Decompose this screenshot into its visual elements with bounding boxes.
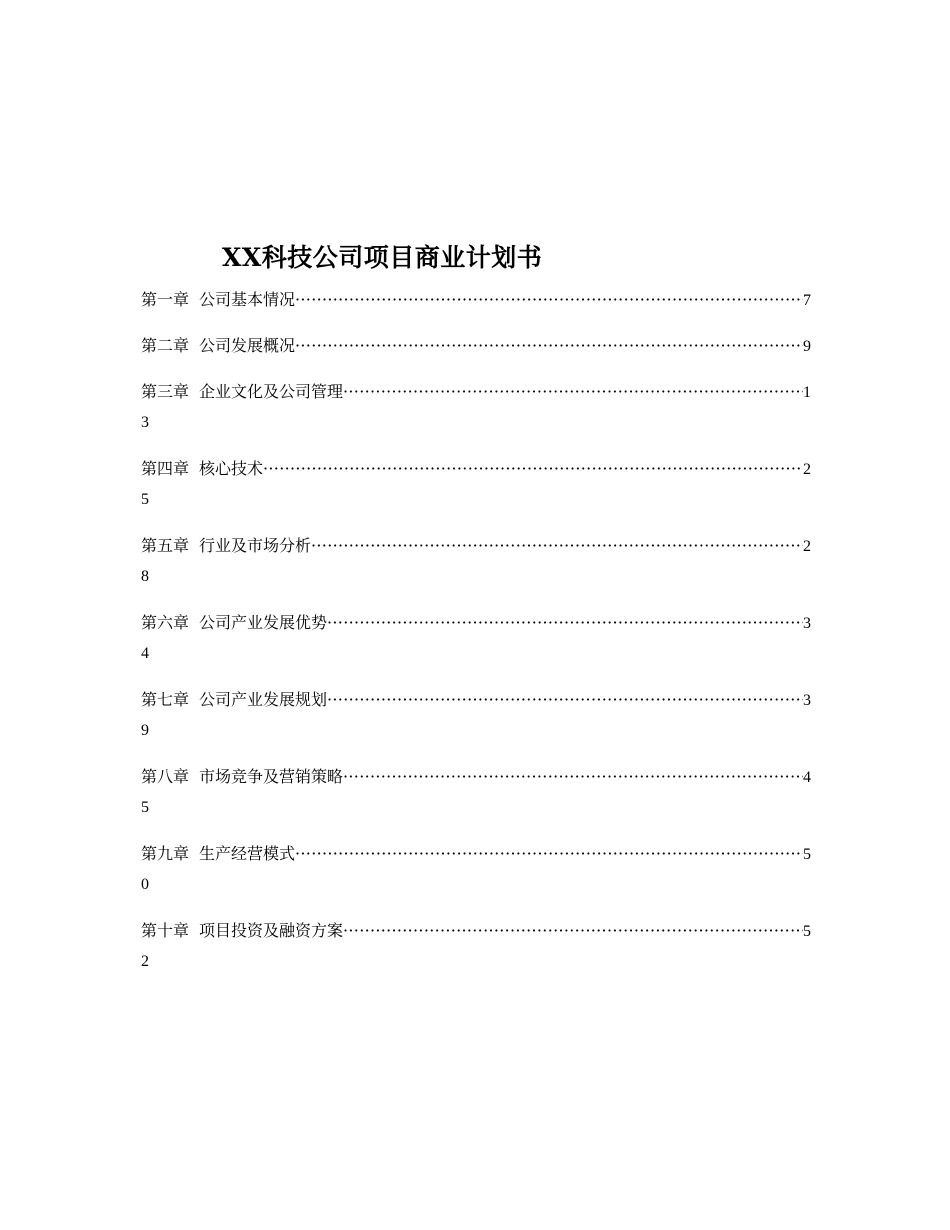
toc-page-number-wrapped-digit: 5	[141, 491, 149, 508]
toc-dot-leader	[343, 915, 803, 946]
toc-page-number-wrapped-digit: 9	[141, 722, 149, 739]
toc-chapter-number: 第一章	[141, 290, 190, 309]
toc-page-number-wrapped-digit: 5	[141, 799, 149, 816]
toc-dot-leader	[343, 761, 803, 792]
toc-page-number-wrapped-digit: 2	[141, 953, 149, 970]
toc-page-number-first-digit: 5	[803, 846, 811, 863]
toc-dot-leader	[343, 376, 803, 407]
toc-dot-leader	[295, 330, 803, 361]
toc-dot-leader	[327, 684, 803, 715]
toc-line	[141, 684, 811, 715]
toc-dot-leader	[327, 607, 803, 638]
toc-entry-chapter-6[interactable]	[141, 607, 811, 684]
toc-entry-chapter-4[interactable]	[141, 453, 811, 530]
toc-chapter-title: 市场竞争及营销策略	[199, 767, 344, 786]
toc-chapter-number: 第三章	[141, 382, 190, 401]
toc-page-number-wrapped-digit: 4	[141, 645, 149, 662]
toc-chapter-number: 第十章	[141, 921, 190, 940]
toc-entry-chapter-5[interactable]	[141, 530, 811, 607]
toc-chapter-title: 公司基本情况	[199, 290, 296, 309]
toc-chapter-number: 第六章	[141, 613, 190, 632]
toc-dot-leader	[295, 838, 803, 869]
toc-line	[141, 607, 811, 638]
toc-line	[141, 838, 811, 869]
toc-chapter-title: 公司发展概况	[199, 336, 296, 355]
toc-chapter-number: 第八章	[141, 767, 190, 786]
toc-line	[141, 330, 811, 361]
toc-page-number-first-digit: 3	[803, 615, 811, 632]
toc-line	[141, 761, 811, 792]
toc-page-number-wrapped-digit: 8	[141, 568, 149, 585]
toc-chapter-number: 第四章	[141, 459, 190, 478]
document-title: XX科技公司项目商业计划书	[222, 243, 543, 272]
toc-chapter-number: 第九章	[141, 844, 190, 863]
toc-chapter-title: 企业文化及公司管理	[199, 382, 344, 401]
toc-page-number-first-digit: 1	[803, 384, 811, 401]
toc-entry-chapter-1[interactable]	[141, 284, 811, 330]
toc-chapter-title: 公司产业发展规划	[199, 690, 328, 709]
toc-line	[141, 376, 811, 407]
toc-chapter-title: 公司产业发展优势	[199, 613, 328, 632]
toc-line	[141, 284, 811, 315]
toc-entry-chapter-2[interactable]	[141, 330, 811, 376]
toc-page-number-wrapped-digit: 3	[141, 414, 149, 431]
toc-chapter-number: 第二章	[141, 336, 190, 355]
toc-page-number-first-digit: 3	[803, 692, 811, 709]
toc-page-number: 7	[803, 292, 811, 309]
toc-page-number-first-digit: 5	[803, 923, 811, 940]
toc-chapter-number: 第五章	[141, 536, 190, 555]
toc-page-number-first-digit: 2	[803, 538, 811, 555]
toc-dot-leader	[311, 530, 803, 561]
toc-page-number: 9	[803, 338, 811, 355]
toc-chapter-title: 项目投资及融资方案	[199, 921, 344, 940]
table-of-contents	[141, 284, 811, 992]
toc-page-number-first-digit: 4	[803, 769, 811, 786]
toc-page-number-wrapped-digit: 0	[141, 876, 149, 893]
toc-line	[141, 453, 811, 484]
toc-dot-leader	[263, 453, 803, 484]
toc-page-number-first-digit: 2	[803, 461, 811, 478]
toc-chapter-title: 行业及市场分析	[199, 536, 312, 555]
toc-entry-chapter-8[interactable]	[141, 761, 811, 838]
toc-entry-chapter-7[interactable]	[141, 684, 811, 761]
toc-entry-chapter-10[interactable]	[141, 915, 811, 992]
toc-line	[141, 530, 811, 561]
toc-chapter-number: 第七章	[141, 690, 190, 709]
toc-entry-chapter-9[interactable]	[141, 838, 811, 915]
toc-chapter-title: 生产经营模式	[199, 844, 296, 863]
toc-entry-chapter-3[interactable]	[141, 376, 811, 453]
toc-line	[141, 915, 811, 946]
toc-chapter-title: 核心技术	[199, 459, 264, 478]
toc-dot-leader	[295, 284, 803, 315]
